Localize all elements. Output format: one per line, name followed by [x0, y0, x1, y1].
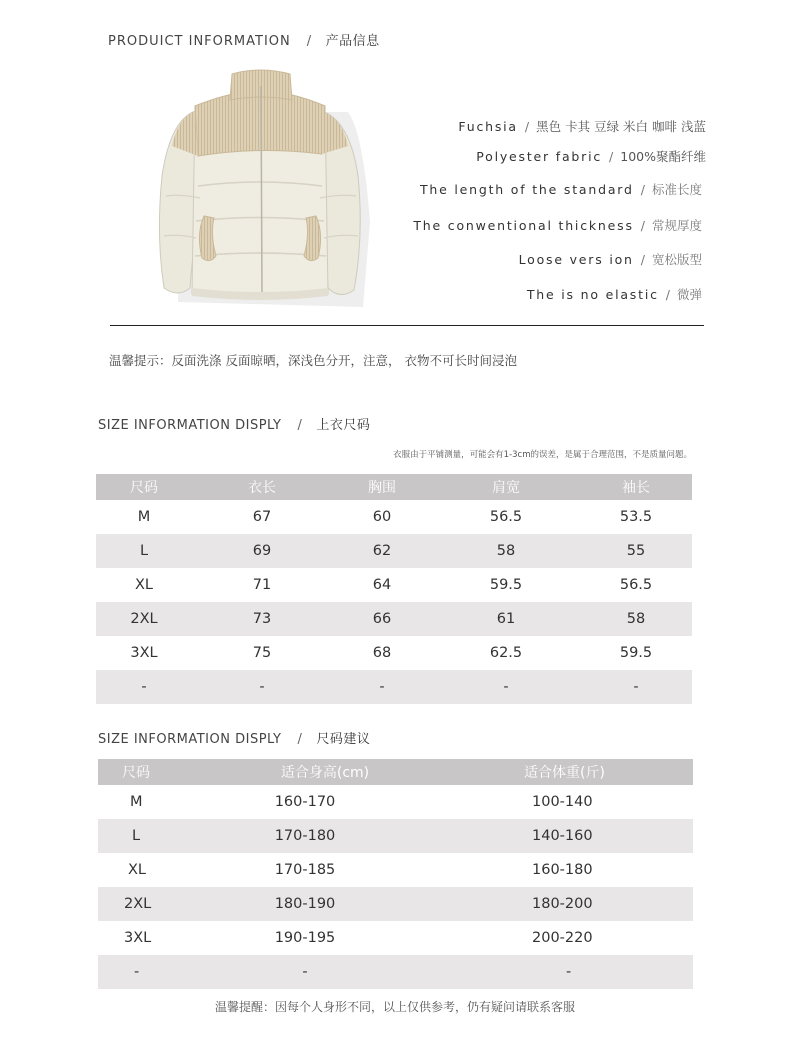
table-cell: L: [98, 819, 176, 853]
table-cell: L: [96, 534, 192, 568]
attribute-separator: /: [640, 182, 645, 197]
table-cell: 58: [432, 534, 580, 568]
table-cell: 67: [252, 509, 272, 525]
table-cell: 64: [372, 577, 392, 593]
recommend-table-title-en: SIZE INFORMATION DISPLY: [98, 732, 282, 747]
recommend-table-title: [98, 728, 370, 747]
table-row: [96, 500, 692, 534]
table-cell: -: [96, 670, 192, 704]
attribute-cn: 微弹: [676, 287, 702, 302]
table-row: [98, 785, 693, 819]
header-cell: 肩宽: [432, 474, 580, 500]
table-cell: 66: [332, 602, 432, 636]
attribute-cn: 100%聚酯纤维: [620, 149, 706, 164]
table-row: [96, 602, 692, 636]
measurement-note: 衣服由于平铺测量，可能会有1-3cm的误差，是属于合理范围，不是质量问题。: [393, 450, 692, 460]
attribute-separator: /: [524, 119, 530, 134]
table-cell: 62: [332, 534, 432, 568]
jacket-product-image: [150, 66, 375, 308]
header-cell: 适合身高(cm): [176, 759, 514, 785]
table-row: [98, 921, 693, 955]
attribute-separator: /: [640, 252, 645, 267]
table-cell: 3XL: [130, 645, 158, 661]
table-cell: 55: [580, 534, 692, 568]
table-row: [96, 568, 692, 602]
table-cell: -: [332, 670, 432, 704]
product-info-title-en: PRODUICT INFORMATION: [108, 34, 291, 49]
size-table-header: [96, 474, 692, 500]
attribute-cn: 黑色 卡其 豆绿 米白 咖啡 浅蓝: [536, 119, 706, 134]
table-cell: 160-170: [274, 794, 336, 810]
table-row: [98, 887, 693, 921]
title-separator: /: [306, 34, 312, 49]
table-cell: 56.5: [489, 509, 523, 525]
table-cell: -: [432, 670, 580, 704]
attribute-row-fabric: [476, 147, 706, 165]
attribute-separator: /: [640, 218, 645, 233]
recommend-table-title-cn: 尺码建议: [316, 732, 371, 747]
recommend-table-header: [98, 759, 693, 785]
table-cell: 60: [372, 509, 392, 525]
attribute-row-thickness: [413, 216, 702, 234]
table-cell: 73: [192, 602, 332, 636]
attribute-en: The conwentional thickness: [413, 218, 634, 233]
header-cell: 尺码: [98, 759, 176, 785]
table-cell: 3XL: [124, 930, 152, 946]
table-cell: 190-195: [274, 930, 336, 946]
table-cell: 58: [580, 602, 692, 636]
table-cell: 200-220: [532, 930, 593, 946]
table-cell: 180-190: [176, 887, 514, 921]
table-cell: 69: [192, 534, 332, 568]
header-cell: 衣长: [192, 474, 332, 500]
attribute-row-color: [458, 117, 706, 135]
table-cell: 56.5: [619, 577, 653, 593]
title-separator: /: [297, 418, 303, 433]
table-cell: 75: [252, 645, 272, 661]
table-cell: M: [130, 794, 143, 810]
table-cell: 140-160: [514, 819, 693, 853]
table-row: [96, 636, 692, 670]
table-cell: XL: [134, 577, 153, 593]
table-cell: -: [580, 670, 692, 704]
table-cell: -: [514, 955, 693, 989]
table-cell: -: [192, 670, 332, 704]
table-cell: XL: [128, 862, 147, 878]
table-row: [98, 955, 693, 989]
title-separator: /: [297, 732, 303, 747]
table-row: [96, 670, 692, 704]
size-table-title: [98, 414, 370, 433]
table-cell: -: [98, 955, 176, 989]
table-cell: M: [137, 509, 151, 525]
table-cell: 59.5: [619, 645, 653, 661]
attribute-cn: 常规厚度: [651, 218, 702, 233]
table-cell: 61: [432, 602, 580, 636]
size-table-title-cn: 上衣尺码: [316, 418, 371, 433]
table-cell: 170-185: [274, 862, 336, 878]
attribute-en: Polyester fabric: [476, 149, 603, 164]
table-cell: 2XL: [98, 887, 176, 921]
attribute-cn: 宽松版型: [651, 252, 702, 267]
care-tip: 温馨提示：反面洗涤 反面晾晒，深浅色分开，注意， 衣物不可长时间浸泡: [109, 353, 517, 368]
table-cell: 71: [252, 577, 272, 593]
divider-line: [110, 325, 704, 326]
attribute-en: The length of the standard: [419, 182, 634, 197]
product-info-title-cn: 产品信息: [325, 34, 380, 49]
size-table-title-en: SIZE INFORMATION DISPLY: [98, 418, 282, 433]
header-cell: 袖长: [580, 474, 692, 500]
table-row: [98, 819, 693, 853]
attribute-en: Loose vers ion: [518, 252, 634, 267]
attribute-en: Fuchsia: [458, 119, 518, 134]
attribute-row-fit: [519, 250, 702, 268]
table-cell: 180-200: [514, 887, 693, 921]
recommend-table: [98, 759, 693, 989]
table-cell: 2XL: [96, 602, 192, 636]
table-row: [98, 853, 693, 887]
attribute-cn: 标准长度: [651, 182, 702, 197]
header-cell: 胸围: [332, 474, 432, 500]
attribute-separator: /: [609, 149, 614, 164]
table-cell: 53.5: [619, 509, 653, 525]
footer-note: 温馨提醒：因每个人身形不同，以上仅供参考，仍有疑问请联系客服: [214, 1000, 575, 1014]
header-cell: 尺码: [96, 474, 192, 500]
table-row: [96, 534, 692, 568]
attribute-separator: /: [665, 287, 670, 302]
table-cell: 62.5: [489, 645, 523, 661]
table-cell: 59.5: [489, 577, 523, 593]
product-info-title: [108, 30, 380, 49]
table-cell: 100-140: [532, 794, 593, 810]
attribute-en: The is no elastic: [526, 287, 659, 302]
table-cell: 160-180: [532, 862, 593, 878]
table-cell: 170-180: [176, 819, 514, 853]
attribute-row-elastic: [527, 285, 702, 303]
size-table: [96, 474, 692, 704]
header-cell: 适合体重(斤): [514, 759, 693, 785]
attribute-row-length: [420, 180, 702, 198]
table-cell: -: [176, 955, 514, 989]
table-cell: 68: [372, 645, 392, 661]
